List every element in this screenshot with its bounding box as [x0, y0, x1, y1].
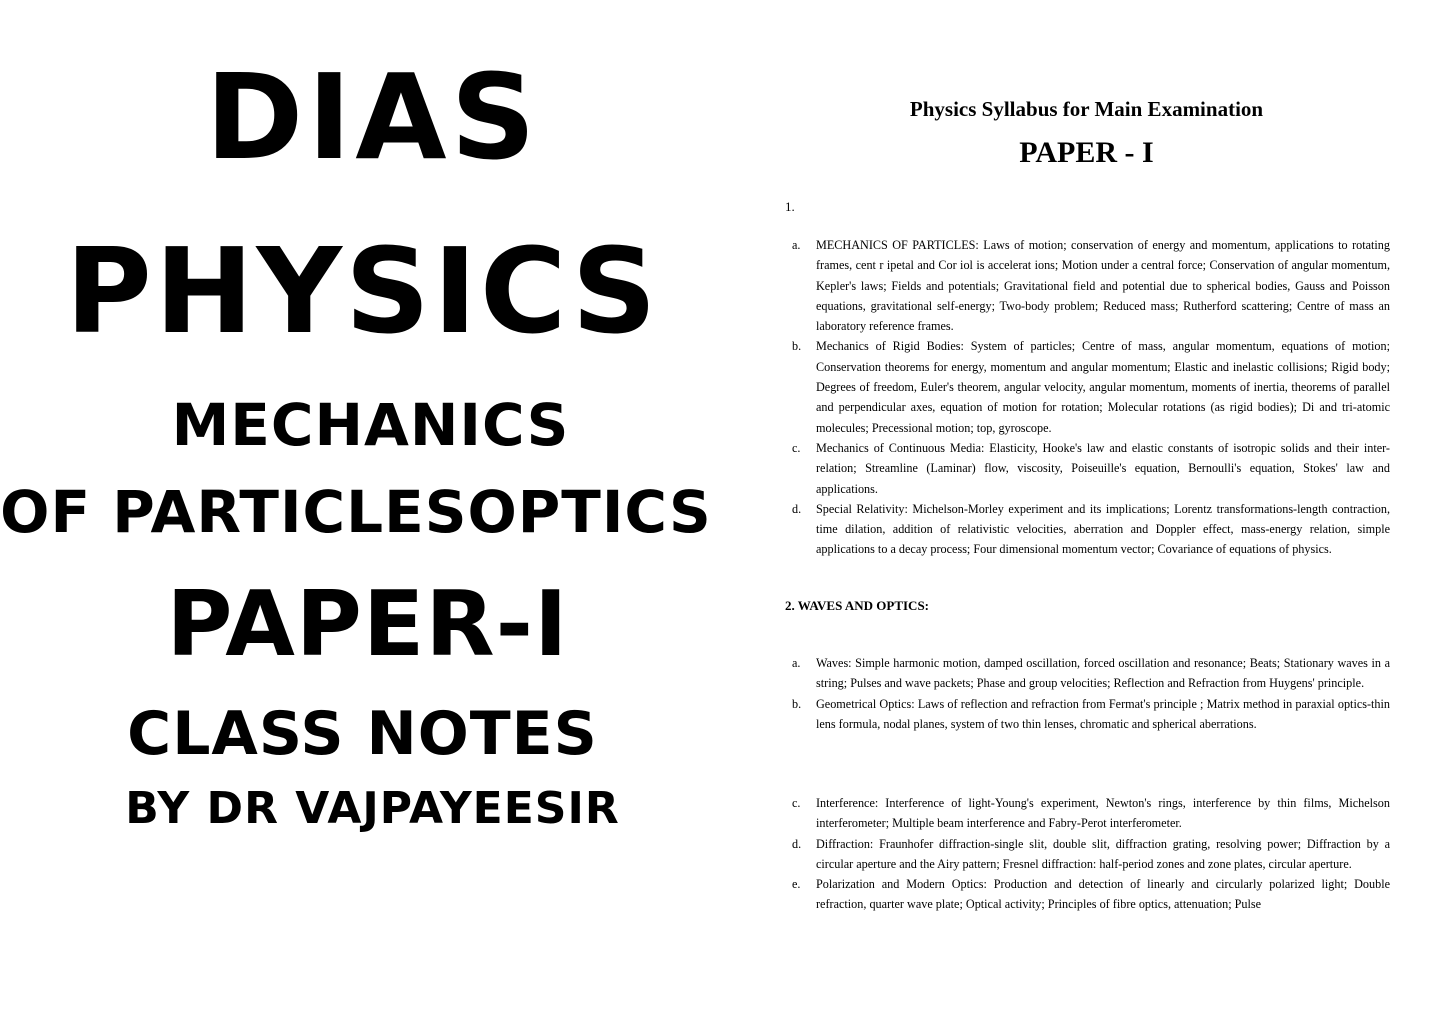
cover-class-notes: CLASS NOTES [127, 699, 598, 769]
list-item-text: Diffraction: Fraunhofer diffraction-single slit, double slit, diffraction grating, resolving power; Diffraction by a circular aperture and the Airy pattern; Fresnel diffraction: half-period zones and zone plates, circular aperture. [816, 836, 1390, 871]
list-item-marker: a. [792, 238, 801, 252]
section-1-list [783, 235, 1390, 560]
section-2-list-second [783, 793, 1390, 915]
list-item-text: Geometrical Optics: Laws of reflection and refraction from Fermat's principle ; Matrix method in paraxial optics-thin lens formula, nodal planes, system of two thin lenses, chromatic and spherical aberrations. [816, 696, 1390, 731]
syllabus-list-item [783, 235, 1390, 336]
list-item-text: Special Relativity: Michelson-Morley experiment and its implications; Lorentz transformations-length contraction, time dilation, addition of relativistic velocities, aberration and Doppler effect, mass-energy relation, simple applications to a decay process; Four dimensional momentum vector; Covariance of equations of physics. [816, 501, 1390, 557]
list-item-marker: d. [792, 836, 802, 851]
list-item-text: Polarization and Modern Optics: Production and detection of linearly and circularly polarized light; Double refraction, quarter wave plate; Optical activity; Principles of fibre optics, attenuation; Pulse [816, 877, 1390, 912]
list-item-marker: a. [792, 656, 801, 670]
section-2-heading: 2. WAVES AND OPTICS: [785, 598, 930, 613]
list-item-text: Interference: Interference of light-Young's experiment, Newton's rings, interference by thin films, Michelson interferometer; Multiple beam interference and Fabry-Perot interferometer. [816, 796, 1390, 831]
section-1-number: 1. [785, 199, 795, 214]
section-2-list-first [783, 653, 1390, 734]
list-item-text: Waves: Simple harmonic motion, damped oscillation, forced oscillation and resonance; Beats; Stationary waves in a string; Pulses and wave packets; Phase and group velocities; Reflection and Refraction from Huygens' principle. [816, 656, 1390, 691]
syllabus-list-item [783, 793, 1390, 834]
syllabus-list-item [783, 653, 1390, 694]
list-item-text: MECHANICS OF PARTICLES: Laws of motion; conservation of energy and momentum, applications to rotating frames, cent r ipetal and Cor iol is accelerat ions; Motion under a central force; Conservation of angular momentum, Kepler's laws; Fields and potentials; Gravitational field and potential due to spherical bodies, Gauss and Poisson equations, gravitational self-energy; Two-body problem; Reduced mass; Rutherford scattering; Centre of mass an laboratory reference frames. [816, 238, 1390, 334]
list-item-marker: b. [792, 696, 802, 711]
syllabus-title: Physics Syllabus for Main Examination [909, 97, 1264, 121]
cover-paper-label: PAPER-I [166, 572, 569, 677]
list-item-marker: d. [792, 501, 802, 516]
cover-subtitle-mechanics: MECHANICS [171, 391, 570, 459]
list-item-marker: b. [792, 339, 802, 354]
cover-title-physics: PHYSICS [65, 222, 660, 360]
list-item-marker: c. [792, 796, 801, 810]
syllabus-list-item [783, 834, 1390, 875]
syllabus-list-item [783, 874, 1390, 915]
paper-heading: PAPER - I [1019, 136, 1154, 169]
list-item-text: Mechanics of Rigid Bodies: System of particles; Centre of mass, angular momentum, equations of motion; Conservation theorems for energy, momentum and angular momentum; Elastic and inelastic collisions; Rigid body; Degrees of freedom, Euler's theorem, angular velocity, angular momentum, moments of inertia, theorems of parallel and perpendicular axes, equation of motion for rotation; Molecular rotations (as rigid bodies); Di and tri-atomic molecules; Precessional motion; top, gyroscope. [816, 339, 1390, 435]
cover-subtitle-particles-optics: OF PARTICLESOPTICS [0, 478, 712, 546]
syllabus-list-item [783, 694, 1390, 735]
list-item-marker: e. [792, 877, 801, 892]
syllabus-list-item [783, 336, 1390, 437]
syllabus-list-item [783, 499, 1390, 560]
cover-author: BY DR VAJPAYEESIR [125, 783, 620, 834]
list-item-text: Mechanics of Continuous Media: Elasticity, Hooke's law and elastic constants of isotropic solids and their inter-relation; Streamline (Laminar) flow, viscosity, Poiseuille's equation, Bernoulli's equation, Stokes' law and applications. [816, 440, 1390, 496]
syllabus-list-item [783, 438, 1390, 499]
cover-title-dias: DIAS [205, 48, 540, 186]
syllabus-page [783, 0, 1390, 1022]
list-item-marker: c. [792, 440, 801, 455]
